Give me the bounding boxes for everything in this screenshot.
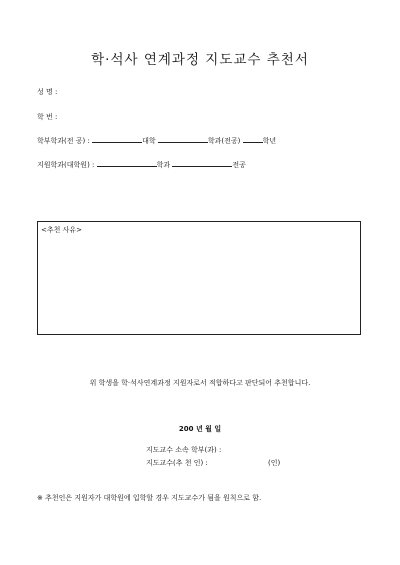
advisor-recommender-label: 지도교수(추 천 인) : <box>146 459 208 467</box>
undergrad-major-suffix: 학과(전공) <box>207 137 241 145</box>
undergrad-college-blank[interactable] <box>92 136 142 143</box>
student-id-field-label: 학 번 : <box>37 113 58 121</box>
recommendation-reason-label: <추천 사유> <box>41 226 83 234</box>
document-title: 학·석사 연계과정 지도교수 추천서 <box>91 52 309 68</box>
seal-mark: (인) <box>268 459 281 467</box>
undergrad-dept-row <box>37 136 276 146</box>
date-line: 200 년 월 일 <box>178 425 222 433</box>
undergrad-dept-label: 학부학과(전 공) : <box>37 137 90 145</box>
recommendation-statement: 위 학생을 학·석사연계과정 지원자로서 적합하다고 판단되어 추천합니다. <box>89 379 311 387</box>
undergrad-major-blank[interactable] <box>158 136 208 143</box>
undergrad-college-suffix: 대학 <box>142 137 156 145</box>
footnote: ※ 추천인은 지원자가 대학원에 입학할 경우 지도교수가 됨을 원칙으로 함. <box>37 494 262 502</box>
grad-major-blank[interactable] <box>172 160 232 167</box>
grad-dept-blank[interactable] <box>97 160 157 167</box>
recommendation-reason-box[interactable] <box>37 221 361 335</box>
grad-dept-row <box>37 160 246 170</box>
grad-major-suffix: 전공 <box>232 161 246 169</box>
name-field-label: 성 명 : <box>37 88 58 96</box>
grad-dept-label: 지원학과(대학원) : <box>37 161 95 169</box>
grad-dept-suffix: 학과 <box>156 161 171 169</box>
undergrad-year-blank[interactable] <box>243 136 263 143</box>
advisor-affiliation-label: 지도교수 소속 학부(과) : <box>146 446 222 454</box>
undergrad-year-suffix: 학년 <box>262 137 277 145</box>
